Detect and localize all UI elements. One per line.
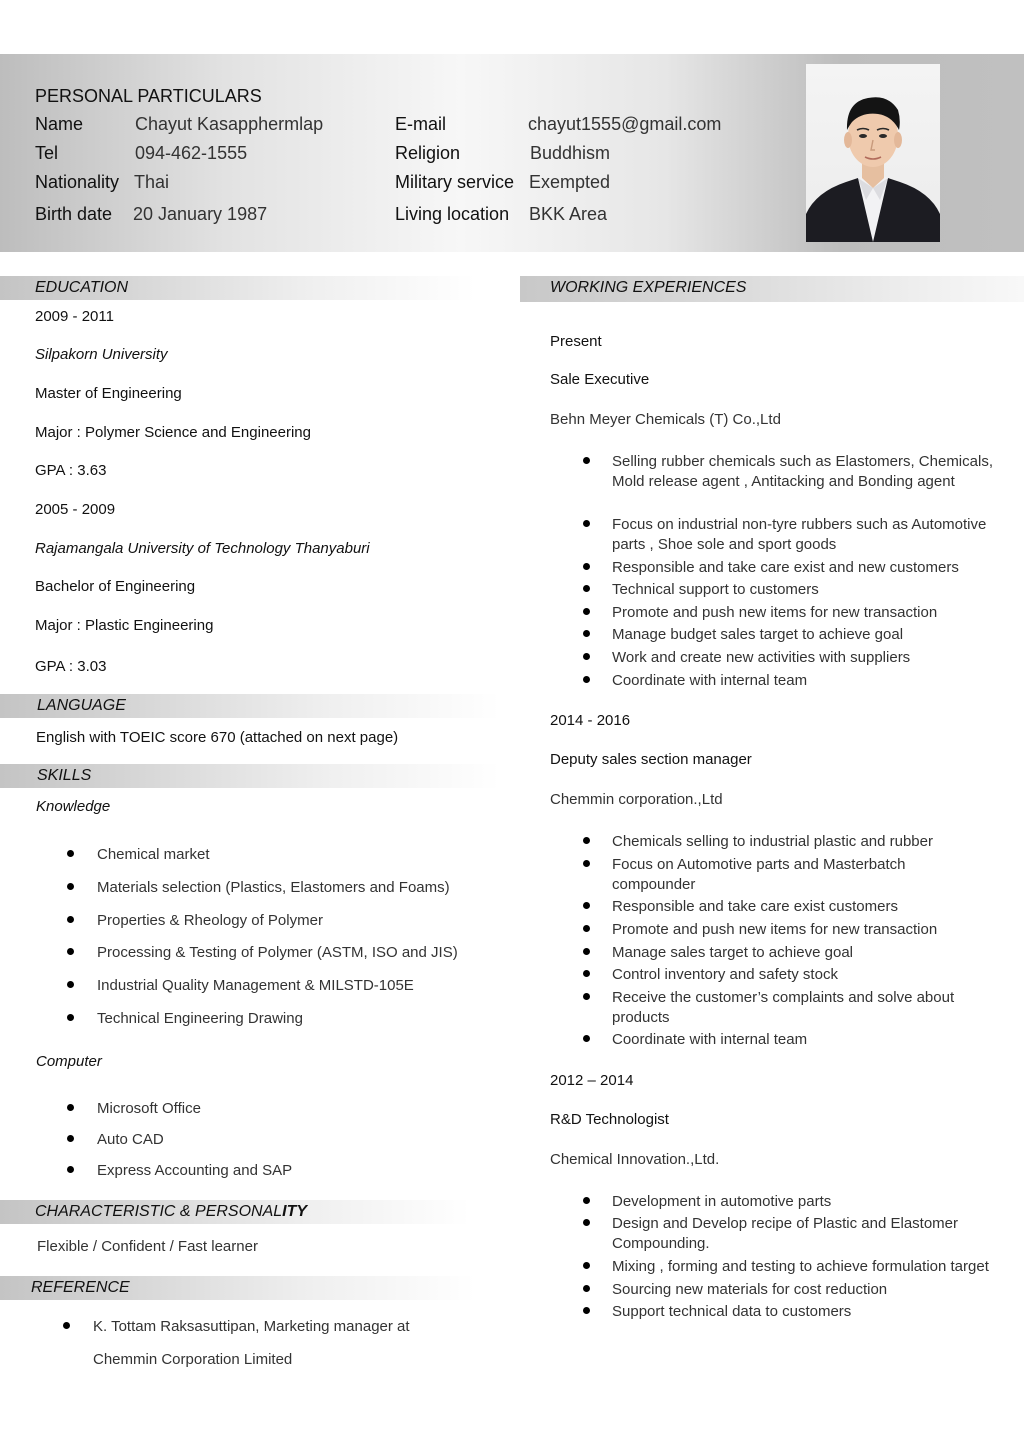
bullet-dot [583, 653, 590, 660]
military-value: Exempted [529, 172, 611, 192]
bullet-dot [583, 457, 590, 464]
bullet-dot [583, 1262, 590, 1269]
bullet-dot [583, 1035, 590, 1042]
bullet-dot [67, 1014, 74, 1021]
reference-title: REFERENCE [31, 1279, 130, 1296]
knowledge-item: Materials selection (Plastics, Elastomers and Foams) [97, 879, 450, 896]
education-section-bar [0, 276, 475, 300]
birth-value: 20 January 1987 [133, 204, 268, 224]
education-university-1: Silpakorn University [35, 346, 168, 363]
job-position-2: Deputy sales section manager [550, 751, 752, 768]
bullet-dot [583, 1219, 590, 1226]
job-period-1: Present [550, 333, 602, 350]
job3-bullet: Design and Develop recipe of Plastic and Elastomer Compounding. [612, 1215, 959, 1252]
job-company-1: Behn Meyer Chemicals (T) Co.,Ltd [550, 411, 781, 428]
profile-photo [806, 64, 940, 242]
bullet-dot [583, 948, 590, 955]
bullet-dot [67, 981, 74, 988]
nationality-value: Thai [134, 172, 170, 192]
bullet-dot [583, 902, 590, 909]
language-text: English with TOEIC score 670 (attached on next page) [36, 729, 399, 746]
job2-bullet: Focus on Automotive parts and Masterbatch compounder [612, 856, 906, 893]
job3-bullet: Mixing , forming and testing to achieve formulation target [612, 1258, 989, 1275]
bullet-dot [583, 993, 590, 1000]
computer-item: Microsoft Office [97, 1100, 201, 1117]
work-title: WORKING EXPERIENCES [550, 279, 747, 296]
skills-section-bar [0, 764, 500, 788]
job1-bullet: Coordinate with internal team [612, 672, 808, 689]
bullet-dot [583, 1197, 590, 1204]
job2-bullet: Responsible and take care exist customers [612, 898, 898, 915]
characteristic-text: Flexible / Confident / Fast learner [37, 1238, 258, 1255]
knowledge-item: Industrial Quality Management & MILSTD-105E [97, 977, 414, 994]
bullet-dot [67, 1135, 74, 1142]
birth-label: Birth date [35, 204, 113, 224]
bullet-dot [583, 563, 590, 570]
job-position-3: R&D Technologist [550, 1111, 669, 1128]
bullet-dot [583, 585, 590, 592]
bullet-dot [67, 1104, 74, 1111]
military-label: Military service [395, 172, 515, 192]
bullet-dot [67, 948, 74, 955]
job2-bullet: Manage sales target to achieve goal [612, 944, 853, 961]
job3-bullet: Development in automotive parts [612, 1193, 832, 1210]
education-gpa-2: GPA : 3.03 [35, 658, 107, 675]
education-university-2: Rajamangala University of Technology Thanyaburi [35, 540, 370, 557]
nationality-label: Nationality [35, 172, 120, 192]
job-period-2: 2014 - 2016 [550, 712, 631, 729]
job-position-1: Sale Executive [550, 371, 650, 388]
knowledge-item: Technical Engineering Drawing [97, 1010, 303, 1027]
tel-value: 094-462-1555 [135, 143, 248, 163]
religion-value: Buddhism [530, 143, 611, 163]
bullet-dot [63, 1322, 70, 1329]
language-title: LANGUAGE [37, 697, 126, 714]
education-title: EDUCATION [35, 279, 129, 296]
education-degree-1: Master of Engineering [35, 385, 182, 402]
bullet-dot [583, 1285, 590, 1292]
job2-bullet: Chemicals selling to industrial plastic and rubber [612, 833, 933, 850]
job1-bullet: Focus on industrial non-tyre rubbers such as Automotive parts , Shoe sole and sport goods [612, 516, 987, 553]
education-degree-2: Bachelor of Engineering [35, 578, 196, 595]
tel-label: Tel [35, 143, 59, 163]
job1-bullet: Responsible and take care exist and new customers [612, 559, 959, 576]
portrait-illustration [806, 64, 940, 242]
education-period-1: 2009 - 2011 [35, 308, 114, 325]
bullet-dot [583, 608, 590, 615]
bullet-dot [583, 925, 590, 932]
reference-line-1: K. Tottam Raksasuttipan, Marketing manager at [93, 1318, 410, 1335]
job-period-3: 2012 – 2014 [550, 1072, 634, 1089]
job2-bullet: Coordinate with internal team [612, 1031, 808, 1048]
bullet-dot [583, 520, 590, 527]
reference-section-bar [0, 1276, 475, 1300]
name-label: Name [35, 114, 84, 134]
language-section-bar [0, 694, 500, 718]
education-gpa-1: GPA : 3.63 [35, 462, 107, 479]
email-value[interactable]: chayut1555@gmail.com [528, 114, 722, 134]
name-value: Chayut Kasapphermlap [135, 114, 324, 134]
work-section-bar [520, 276, 1024, 302]
knowledge-item: Chemical market [97, 846, 210, 863]
bullet-dot [583, 676, 590, 683]
knowledge-label: Knowledge [36, 798, 111, 815]
skills-title: SKILLS [37, 767, 92, 784]
knowledge-item: Processing & Testing of Polymer (ASTM, ISO and JIS) [97, 944, 458, 961]
job1-bullet: Work and create new activities with suppliers [612, 649, 911, 666]
bullet-dot [583, 860, 590, 867]
job2-bullet: Promote and push new items for new transaction [612, 921, 938, 938]
bullet-dot [67, 883, 74, 890]
computer-label: Computer [36, 1053, 102, 1070]
bullet-dot [583, 630, 590, 637]
job1-bullet: Promote and push new items for new transaction [612, 604, 938, 621]
job-company-2: Chemmin corporation.,Ltd [550, 791, 723, 808]
bullet-dot [67, 916, 74, 923]
job1-bullet: Manage budget sales target to achieve goal [612, 626, 904, 643]
bullet-dot [583, 1307, 590, 1314]
job3-bullet: Support technical data to customers [612, 1303, 852, 1320]
education-major-2: Major : Plastic Engineering [35, 617, 214, 634]
living-value: BKK Area [529, 204, 608, 224]
job2-bullet: Receive the customer’s complaints and solve about products [612, 989, 955, 1026]
bullet-dot [583, 837, 590, 844]
reference-line-2: Chemmin Corporation Limited [93, 1351, 293, 1368]
bullet-dot [67, 850, 74, 857]
job3-bullet: Sourcing new materials for cost reduction [612, 1281, 888, 1298]
computer-item: Express Accounting and SAP [97, 1162, 293, 1179]
bullet-dot [583, 970, 590, 977]
characteristic-section-bar [0, 1200, 470, 1224]
bullet-dot [67, 1166, 74, 1173]
personal-title: PERSONAL PARTICULARS [35, 86, 262, 106]
religion-label: Religion [395, 143, 461, 163]
knowledge-item: Properties & Rheology of Polymer [97, 912, 323, 929]
job1-bullet: Technical support to customers [612, 581, 819, 598]
job1-bullet: Selling rubber chemicals such as Elastomers, Chemicals, Mold release agent , Antitacking and Bonding agent [612, 453, 993, 490]
job-company-3: Chemical Innovation.,Ltd. [550, 1151, 720, 1168]
email-label: E-mail [395, 114, 447, 134]
job2-bullet: Control inventory and safety stock [612, 966, 838, 983]
education-major-1: Major : Polymer Science and Engineering [35, 424, 311, 441]
computer-item: Auto CAD [97, 1131, 164, 1148]
living-label: Living location [395, 204, 510, 224]
characteristic-title: CHARACTERISTIC & PERSONALITY [35, 1203, 308, 1220]
education-period-2: 2005 - 2009 [35, 501, 116, 518]
